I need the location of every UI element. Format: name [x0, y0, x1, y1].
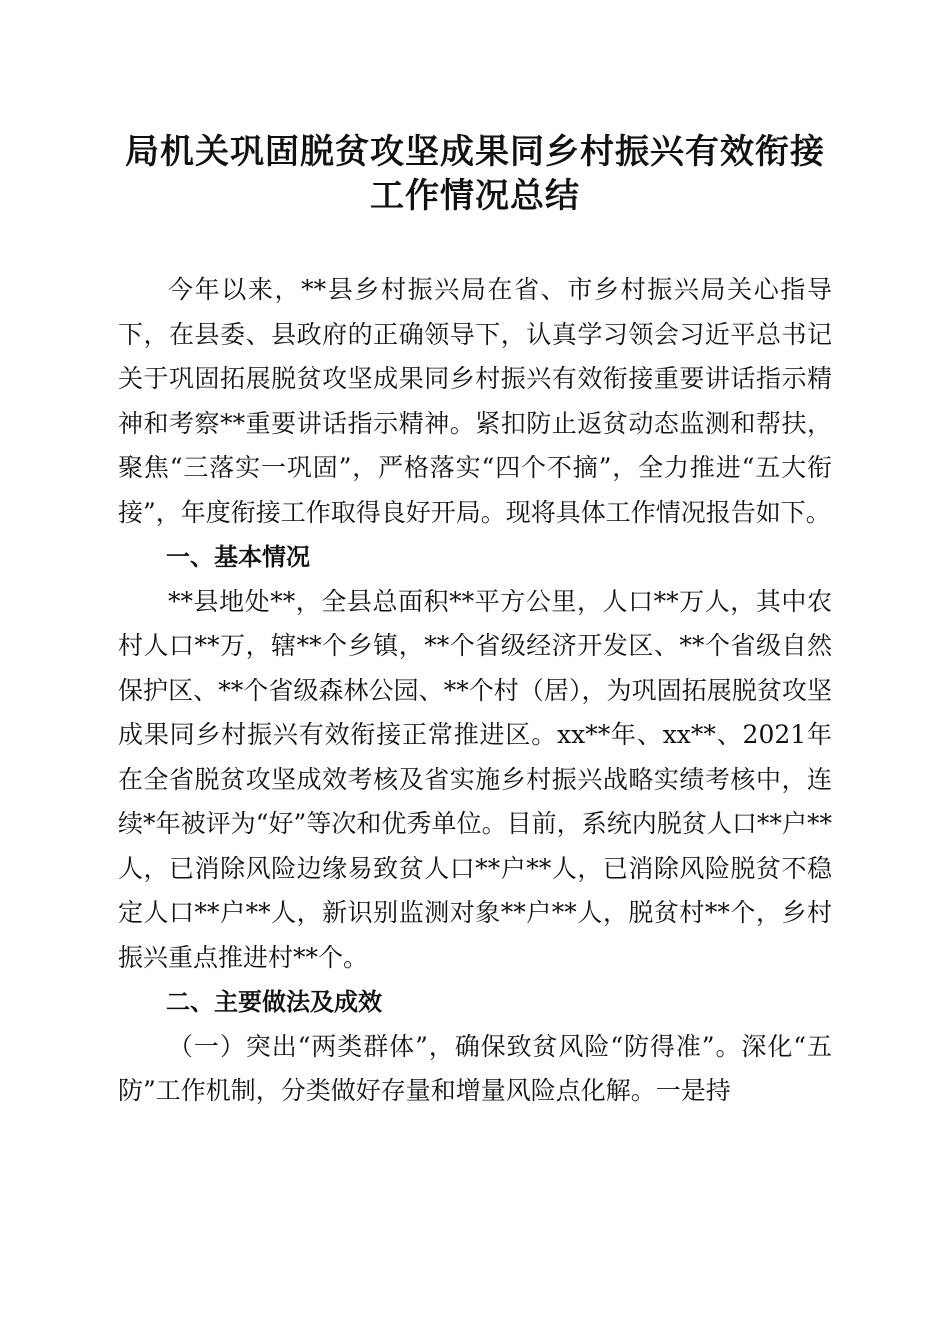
- main-practices-paragraph-1: （一）突出“两类群体”，确保致贫风险“防得准”。深化“五防”工作机制，分类做好存量和增量风险点化解。一是持: [118, 1031, 832, 1105]
- section-heading-basic-situation: 一、基本情况: [166, 543, 310, 571]
- section-heading-main-practices: 二、主要做法及成效: [166, 988, 382, 1016]
- title-line-1: 局机关巩固脱贫攻坚成果同乡村振兴有效衔接: [125, 132, 825, 172]
- intro-paragraph: 今年以来，**县乡村振兴局在省、市乡村振兴局关心指导下，在县委、县政府的正确领导下，认真学习领会习近平总书记关于巩固拓展脱贫攻坚成果同乡村振兴有效衔接重要讲话指示精神和考察**重要讲话指示精神。紧扣防止返贫动态监测和帮扶，聚焦“三落实一巩固”，严格落实“四个不摘”，全力推进“五大衔接”，年度衔接工作取得良好开局。现将具体工作情况报告如下。: [118, 275, 832, 527]
- document-body: [118, 268, 832, 1114]
- document-page: [118, 130, 832, 1114]
- basic-situation-paragraph: **县地处**，全县总面积**平方公里，人口**万人，其中农村人口**万，辖**个乡镇，**个省级经济开发区、**个省级自然保护区、**个省级森林公园、**个村（居），为巩固拓展脱贫攻坚成果同乡村振兴有效衔接正常推进区。xx**年、xx**、2021年在全省脱贫攻坚成效考核及省实施乡村振兴战略实绩考核中，连续*年被评为“好”等次和优秀单位。目前，系统内脱贫人口**户**人，已消除风险边缘易致贫人口**户**人，已消除风险脱贫不稳定人口**户**人，新识别监测对象**户**人，脱贫村**个，乡村振兴重点推进村**个。: [118, 586, 832, 972]
- document-title: [118, 130, 832, 218]
- title-line-2: 工作情况总结: [370, 176, 580, 216]
